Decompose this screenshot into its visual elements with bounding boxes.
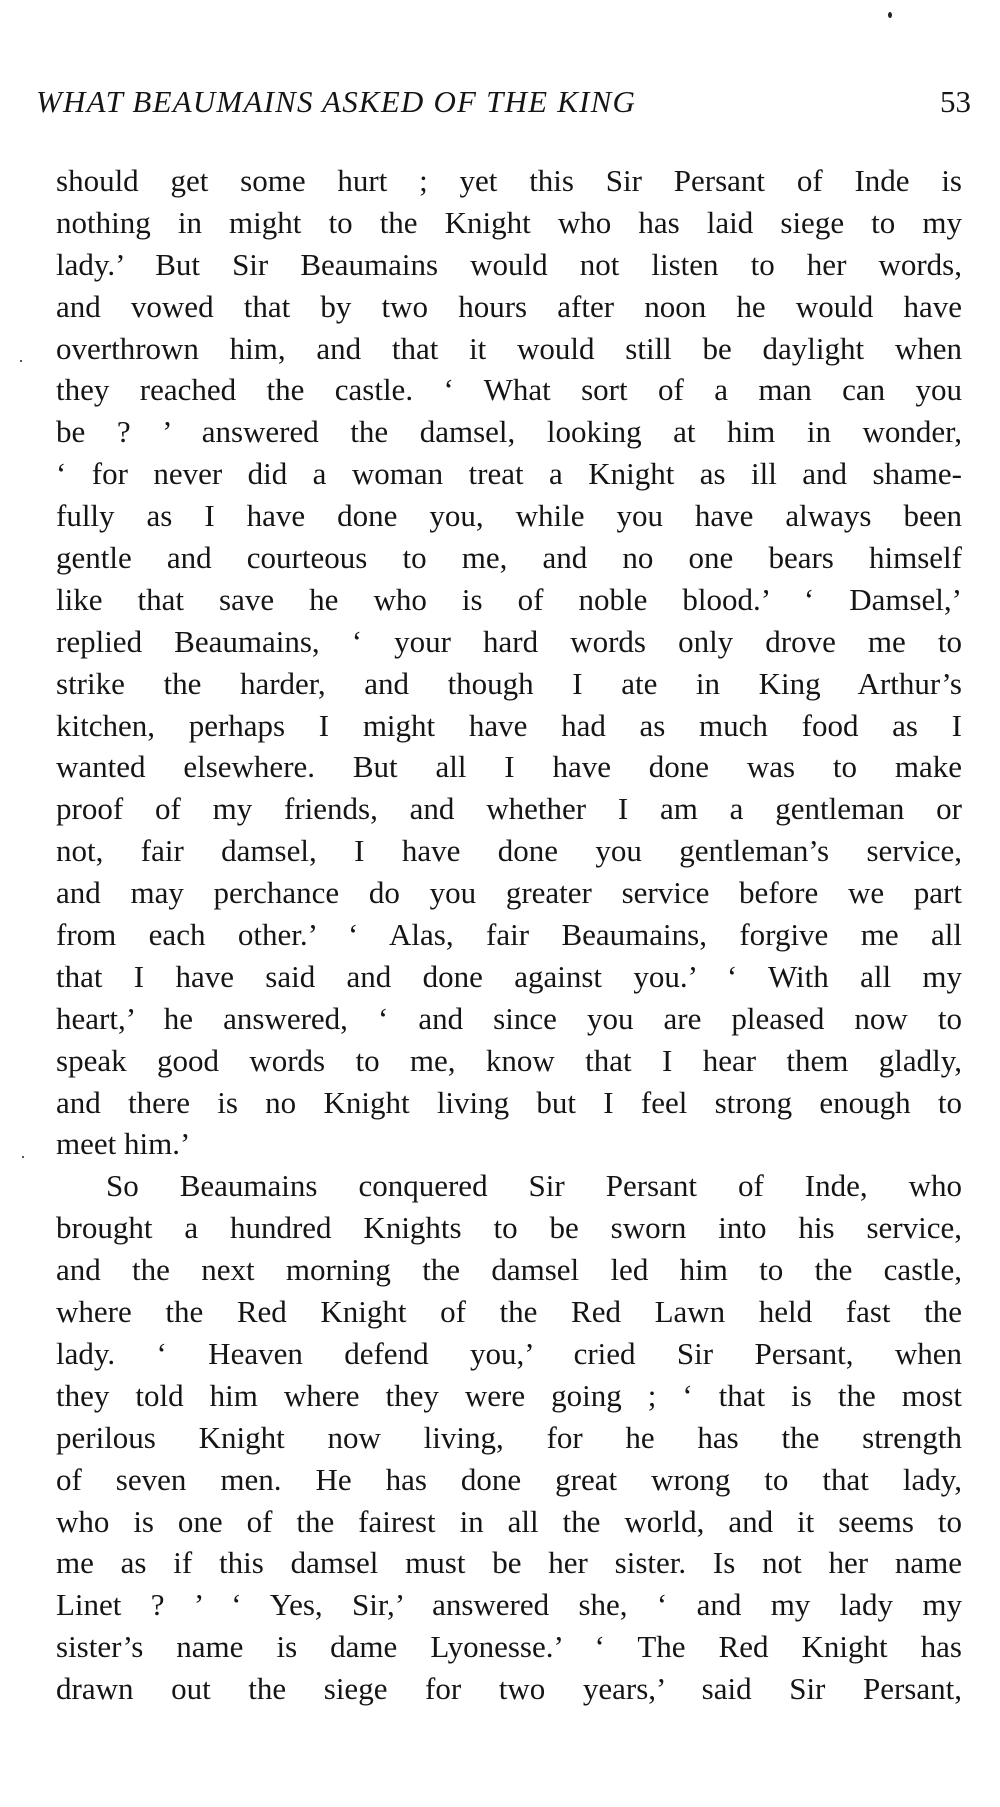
ink-speck-mark — [20, 360, 22, 362]
text-line: ‘ for never did a woman treat a Knight as ill and shame- — [56, 456, 962, 492]
page-number: 53 — [940, 84, 971, 119]
text-line: fully as I have done you, while you have always been — [56, 498, 962, 534]
page-header — [36, 84, 971, 128]
text-line: they reached the castle. ‘ What sort of a man can you — [56, 372, 962, 408]
text-line: sister’s name is dame Lyonesse.’ ‘ The Red Knight has — [56, 1629, 962, 1665]
text-line: Linet ? ’ ‘ Yes, Sir,’ answered she, ‘ and my lady my — [56, 1587, 962, 1623]
text-line: me as if this damsel must be her sister. Is not her name — [56, 1545, 962, 1581]
text-line: that I have said and done against you.’ ‘ With all my — [56, 958, 962, 994]
text-line: heart,’ he answered, ‘ and since you are pleased now to — [56, 1000, 962, 1036]
text-line: be ? ’ answered the damsel, looking at him in wonder, — [56, 414, 962, 450]
text-line: and vowed that by two hours after noon he would have — [56, 288, 962, 324]
text-line: where the Red Knight of the Red Lawn held fast the — [56, 1294, 962, 1330]
text-line: replied Beaumains, ‘ your hard words only drove me to — [56, 623, 962, 659]
text-line: strike the harder, and though I ate in King Arthur’s — [56, 665, 962, 701]
text-line: and the next morning the damsel led him to the castle, — [56, 1252, 962, 1288]
text-line: wanted elsewhere. But all I have done was to make — [56, 749, 962, 785]
paragraph-1 — [56, 160, 962, 1165]
text-line: of seven men. He has done great wrong to that lady, — [56, 1461, 962, 1497]
text-line: should get some hurt ; yet this Sir Persant of Inde is — [56, 163, 962, 198]
text-line: perilous Knight now living, for he has the strength — [56, 1419, 962, 1455]
text-line: not, fair damsel, I have done you gentleman’s service, — [56, 833, 962, 869]
paragraph-2 — [56, 1165, 962, 1710]
text-line: brought a hundred Knights to be sworn into his service, — [56, 1210, 962, 1246]
body-text — [56, 160, 962, 1710]
text-line: So Beaumains conquered Sir Persant of Inde, who — [106, 1168, 962, 1204]
running-head: WHAT BEAUMAINS ASKED OF THE KING — [36, 84, 637, 119]
text-line: proof of my friends, and whether I am a gentleman or — [56, 791, 962, 827]
text-line: and there is no Knight living but I feel strong enough to — [56, 1084, 962, 1120]
ink-speck-mark — [22, 1156, 24, 1158]
text-line: overthrown him, and that it would still be daylight when — [56, 330, 962, 366]
text-line: kitchen, perhaps I might have had as much food as I — [56, 707, 962, 743]
text-line: drawn out the siege for two years,’ said Sir Persant, — [56, 1671, 962, 1707]
text-line: and may perchance do you greater service before we part — [56, 875, 962, 911]
text-line: lady. ‘ Heaven defend you,’ cried Sir Persant, when — [56, 1335, 962, 1371]
text-line: who is one of the fairest in all the world, and it seems to — [56, 1503, 962, 1539]
ink-speck-mark — [888, 12, 892, 18]
text-line: lady.’ But Sir Beaumains would not listen to her words, — [56, 246, 962, 282]
text-line: meet him.’ — [56, 1126, 191, 1162]
text-line: speak good words to me, know that I hear them gladly, — [56, 1042, 962, 1078]
text-line: like that save he who is of noble blood.’ ‘ Damsel,’ — [56, 581, 962, 617]
text-line: they told him where they were going ; ‘ that is the most — [56, 1377, 962, 1413]
text-line: nothing in might to the Knight who has laid siege to my — [56, 204, 962, 240]
text-line: gentle and courteous to me, and no one bears himself — [56, 540, 962, 576]
text-line: from each other.’ ‘ Alas, fair Beaumains, forgive me all — [56, 917, 962, 953]
